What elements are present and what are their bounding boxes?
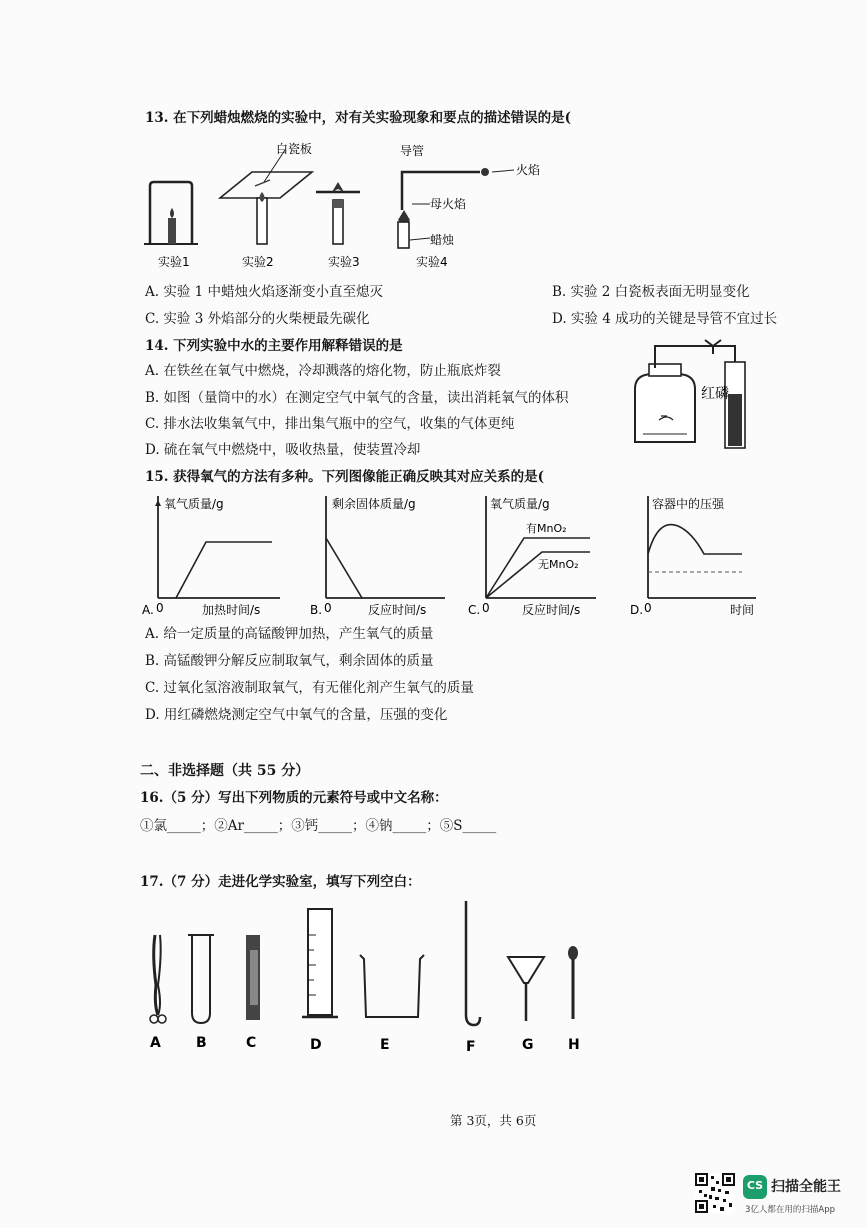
q15-option-a: A. 给一定质量的高锰酸钾加热，产生氧气的质量 bbox=[145, 626, 434, 642]
cs-logo bbox=[743, 1175, 767, 1199]
apparatus-label-c: C bbox=[246, 1035, 257, 1051]
q15-graph-a bbox=[140, 488, 300, 618]
apparatus-label-d: D bbox=[310, 1037, 322, 1053]
scanner-app-name: 扫描全能王 bbox=[771, 1179, 841, 1195]
label-exp4: 实验4 bbox=[416, 255, 448, 269]
graph-c-letter: C. bbox=[468, 603, 481, 617]
q14-stem: 14. 下列实验中水的主要作用解释错误的是 bbox=[145, 338, 403, 354]
graph-a-origin: 0 bbox=[156, 601, 164, 615]
graph-c-ylabel: 氧气质量/g bbox=[490, 497, 550, 511]
graph-b-letter: B. bbox=[310, 603, 323, 617]
label-fire: 火焰 bbox=[516, 163, 541, 177]
apparatus-label-f: F bbox=[466, 1039, 476, 1055]
q16-blanks: ①氯_____；②Ar_____；③钙_____；④钠_____；⑤S_____ bbox=[140, 818, 497, 834]
apparatus-a-tongs bbox=[150, 935, 166, 1023]
q14-red-phosphorus-apparatus bbox=[625, 334, 765, 449]
q15-option-d: D. 用红磷燃烧测定空气中氧气的含量，压强的变化 bbox=[145, 707, 448, 723]
apparatus-d-graduated-cylinder bbox=[302, 909, 338, 1017]
apparatus-label-g: G bbox=[522, 1037, 534, 1053]
q15-option-c: C. 过氧化氢溶液制取氧气，有无催化剂产生氧气的质量 bbox=[145, 680, 474, 696]
graph-a-ylabel: 氧气质量/g bbox=[164, 497, 224, 511]
label-exp2: 实验2 bbox=[242, 255, 274, 269]
q17-stem: 17.（7 分）走进化学实验室，填写下列空白： bbox=[140, 874, 421, 890]
scanner-tagline: 3亿人都在用的扫描App bbox=[745, 1205, 836, 1215]
page-number: 第 3页，共 6页 bbox=[450, 1113, 537, 1128]
label-candle: 蜡烛 bbox=[430, 233, 455, 247]
label-red-phosphorus: 红磷 bbox=[701, 386, 729, 402]
graph-b-ylabel: 剩余固体质量/g bbox=[332, 497, 416, 511]
q13-option-d: D. 实验 4 成功的关键是导管不宜过长 bbox=[552, 311, 778, 327]
apparatus-label-e: E bbox=[380, 1037, 390, 1053]
apparatus-e-beaker bbox=[360, 955, 424, 1017]
qr-code-icon bbox=[695, 1173, 735, 1213]
exp2-porcelain-diagram bbox=[220, 150, 312, 244]
apparatus-label-b: B bbox=[196, 1035, 207, 1051]
q13-option-a: A. 实验 1 中蜡烛火焰逐渐变小直至熄灭 bbox=[145, 284, 384, 300]
apparatus-c-brush bbox=[246, 935, 260, 1020]
apparatus-g-funnel bbox=[508, 957, 544, 1021]
q13-stem: 13. 在下列蜡烛燃烧的实验中，对有关实验现象和要点的描述错误的是( bbox=[145, 110, 572, 126]
graph-c-series2: 无MnO₂ bbox=[538, 558, 579, 571]
section-2-title: 二、非选择题（共 55 分） bbox=[140, 763, 310, 779]
apparatus-label-a: A bbox=[150, 1035, 161, 1051]
q16-stem: 16.（5 分）写出下列物质的元素符号或中文名称： bbox=[140, 790, 448, 806]
graph-b-xlabel: 反应时间/s bbox=[368, 603, 427, 617]
exp1-jar-diagram bbox=[144, 182, 198, 244]
exp3-matchstick-diagram bbox=[316, 182, 360, 244]
apparatus-h-dropper bbox=[568, 946, 578, 1019]
graph-b-origin: 0 bbox=[324, 601, 332, 615]
q15-graph-b bbox=[310, 488, 460, 618]
q14-option-b: B. 如图（量筒中的水）在测定空气中氧气的含量，读出消耗氧气的体积 bbox=[145, 390, 569, 406]
q13-option-c: C. 实验 3 外焰部分的火柴梗最先碳化 bbox=[145, 311, 370, 327]
q17-apparatus-figure bbox=[140, 895, 600, 1060]
graph-c-xlabel: 反应时间/s bbox=[522, 603, 581, 617]
q15-stem: 15. 获得氧气的方法有多种。下列图像能正确反映其对应关系的是( bbox=[145, 469, 545, 485]
label-mother-flame: 母火焰 bbox=[430, 197, 467, 211]
graph-d-curve bbox=[648, 525, 742, 554]
graph-d-origin: 0 bbox=[644, 601, 652, 615]
q15-graph-c bbox=[468, 488, 608, 618]
cs-logo-text: CS bbox=[746, 1179, 764, 1192]
q13-option-b: B. 实验 2 白瓷板表面无明显变化 bbox=[552, 284, 750, 300]
graph-d-xlabel: 时间 bbox=[730, 603, 755, 617]
q15-graph-d bbox=[630, 488, 770, 618]
graph-c-series1: 有MnO₂ bbox=[526, 522, 567, 535]
label-tube: 导管 bbox=[400, 144, 425, 158]
apparatus-label-h: H bbox=[568, 1037, 580, 1053]
q15-option-b: B. 高锰酸钾分解反应制取氧气，剩余固体的质量 bbox=[145, 653, 434, 669]
graph-a-line bbox=[176, 542, 272, 598]
q14-option-c: C. 排水法收集氧气中，排出集气瓶中的空气，收集的气体更纯 bbox=[145, 416, 515, 432]
apparatus-f-glass-tube bbox=[466, 901, 480, 1025]
label-white-porcelain: 白瓷板 bbox=[276, 142, 313, 156]
q14-option-a: A. 在铁丝在氧气中燃烧，冷却溅落的熔化物，防止瓶底炸裂 bbox=[145, 363, 501, 379]
q14-option-d: D. 硫在氧气中燃烧中，吸收热量，使装置冷却 bbox=[145, 442, 421, 458]
graph-a-letter: A. bbox=[142, 603, 154, 617]
apparatus-b-test-tube bbox=[188, 935, 214, 1023]
graph-d-ylabel: 容器中的压强 bbox=[652, 497, 725, 511]
graph-b-line bbox=[326, 538, 362, 598]
q13-candle-experiments-figure bbox=[140, 138, 560, 273]
graph-a-xlabel: 加热时间/s bbox=[202, 603, 261, 617]
label-exp1: 实验1 bbox=[158, 255, 190, 269]
label-exp3: 实验3 bbox=[328, 255, 360, 269]
graph-c-origin: 0 bbox=[482, 601, 490, 615]
graph-d-letter: D. bbox=[630, 603, 644, 617]
